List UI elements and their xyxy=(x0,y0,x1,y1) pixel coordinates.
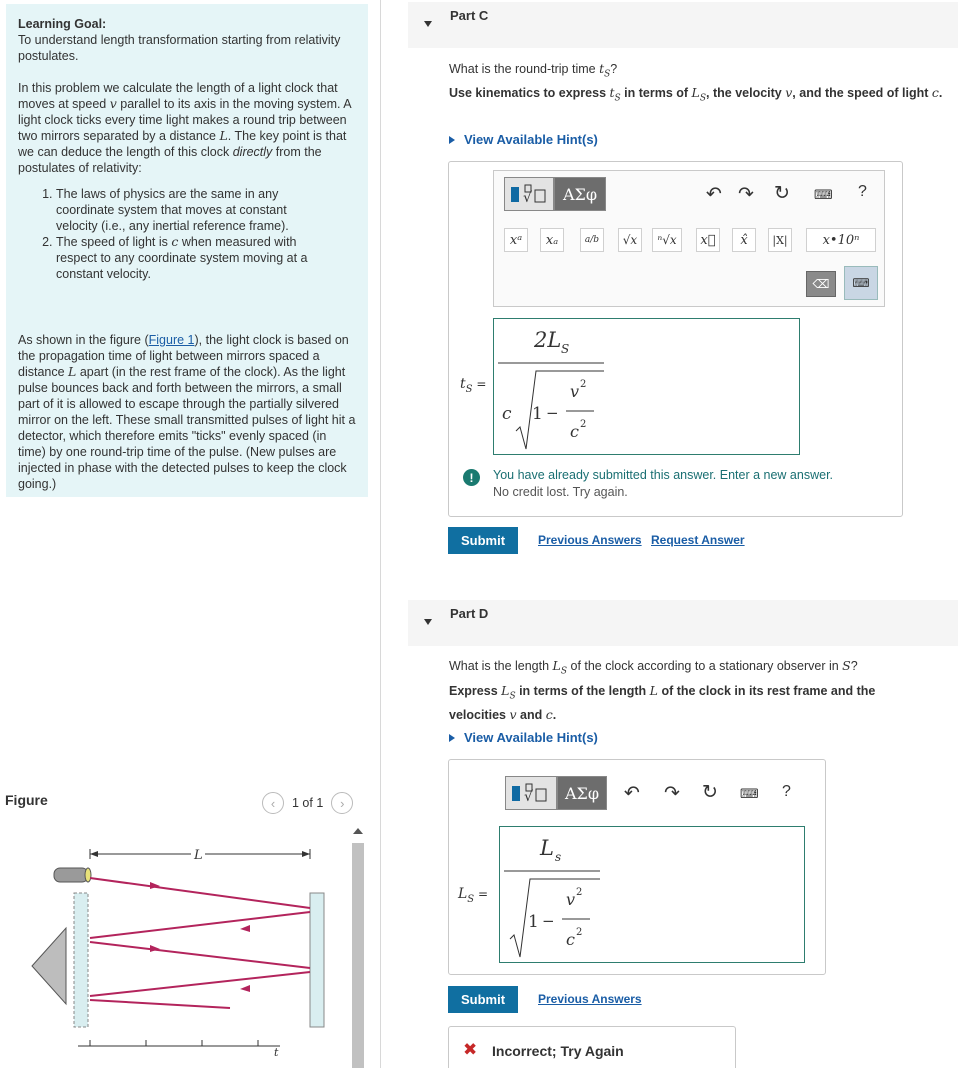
figure-1-link[interactable]: Figure 1 xyxy=(148,333,195,347)
greek-symbols-button[interactable]: ΑΣφ xyxy=(554,177,606,211)
light-ray xyxy=(90,972,310,996)
part-c-question: What is the round-trip time $t_S$? xyxy=(449,61,618,80)
part-c-formula xyxy=(494,319,799,454)
part-d-question: What is the length $L_S$ of the clock according to a stationary observer in S? xyxy=(449,658,858,677)
light-ray xyxy=(90,878,310,908)
length-label: L xyxy=(194,848,203,863)
light-source xyxy=(54,868,88,882)
help-button[interactable]: ? xyxy=(782,783,791,800)
vector-key[interactable]: x⃗ xyxy=(696,228,720,252)
part-d-instructions: Express $L_S$ in terms of the length L of the clock in its rest frame and the velocities v and c. xyxy=(449,683,876,722)
part-d-previous-answers-link[interactable]: Previous Answers xyxy=(538,992,642,1006)
partial-mirror-left xyxy=(74,893,88,1027)
help-button[interactable]: ? xyxy=(858,183,867,200)
greek-symbols-button[interactable]: ΑΣφ xyxy=(557,776,607,810)
part-d-label: Part D xyxy=(450,606,489,621)
templates-button[interactable] xyxy=(504,177,554,211)
svg-text:1: 1 xyxy=(532,404,543,424)
templates-button[interactable] xyxy=(505,776,557,810)
learning-goal-heading: Learning Goal: xyxy=(18,17,107,31)
page-indicator: 1 of 1 xyxy=(292,796,324,810)
absolute-value-key[interactable]: |X| xyxy=(768,228,792,252)
keyboard-toggle-button[interactable] xyxy=(844,266,878,300)
subscript-key[interactable]: xₐ xyxy=(540,228,564,252)
part-c-hint-toggle[interactable]: View Available Hint(s) xyxy=(449,132,598,147)
intro-paragraph: In this problem we calculate the length of a light clock that moves at speed v parallel to its axis in the moving system. A light clock ticks every time light makes a round trip between two mirrors separated by a distance L. The key point is that we can deduce the length of this clock directly from the postulates of relativity: xyxy=(18,81,351,175)
keyboard-icon: ⌨ xyxy=(852,276,870,290)
postulates-list xyxy=(18,186,356,282)
unit-vector-key[interactable]: x̂ xyxy=(732,228,756,252)
part-c-request-answer-link[interactable]: Request Answer xyxy=(651,533,745,547)
figure-paragraph: As shown in the figure (Figure 1), the light clock is based on the propagation time of light between mirrors spaced a distance L apart (in the rest frame of the clock). As the light pulse bounces back and forth between the mirrors, a small part of it is allowed to escape through the partially silvered mirror on the left. These small transmitted pulses of light hit a detector, which therefore emits "ticks" evenly spaced (in time) by one round-trip time of the pulse. (New pulses are injected in phase with the detected pulses to keep the clock going.) xyxy=(18,333,356,491)
postulate-item: 1. The laws of physics are the same in any coordinate system that moves at constant velocity (i.e., any inertial reference frame). xyxy=(56,186,356,234)
part-c-lhs: $t_S$ = xyxy=(460,376,487,395)
light-ray xyxy=(90,912,310,938)
part-c-header[interactable] xyxy=(408,2,958,48)
light-ray xyxy=(90,942,310,968)
svg-text:2: 2 xyxy=(576,927,583,938)
templates-icon xyxy=(505,178,553,210)
keyboard-icon[interactable]: ⌨ xyxy=(814,187,833,202)
part-d-header[interactable] xyxy=(408,600,958,646)
svg-text:2: 2 xyxy=(580,419,587,430)
learning-goal-text: To understand length transformation starting from relativity postulates. xyxy=(18,33,341,63)
svg-text:L: L xyxy=(540,836,554,860)
part-d-hint-toggle[interactable]: View Available Hint(s) xyxy=(449,730,598,745)
undo-icon[interactable]: ↶ xyxy=(624,783,640,804)
sqrt-key[interactable]: √x xyxy=(618,228,642,252)
svg-text:c: c xyxy=(502,404,512,424)
part-c-math-toolbar xyxy=(493,170,885,307)
postulate-item: 2. The speed of light is c when measured with respect to any coordinate system moving at a constant velocity. xyxy=(56,234,356,282)
scroll-up-icon[interactable] xyxy=(353,828,363,834)
chevron-left-icon[interactable]: ‹ xyxy=(262,792,284,814)
reset-icon[interactable]: ↻ xyxy=(774,183,790,204)
svg-text:−: − xyxy=(546,404,559,422)
scientific-notation-key[interactable]: x•10ⁿ xyxy=(806,228,876,252)
svg-text:v: v xyxy=(566,890,576,909)
nth-root-key[interactable]: ⁿ√x xyxy=(652,228,682,252)
learning-goal-box xyxy=(6,4,368,497)
svg-text:2: 2 xyxy=(580,379,587,390)
svg-text:2: 2 xyxy=(576,887,583,898)
detector xyxy=(32,928,66,1004)
keyboard-icon[interactable]: ⌨ xyxy=(740,786,759,801)
reset-icon[interactable]: ↻ xyxy=(702,782,718,803)
length-arrow-head-left xyxy=(90,851,98,857)
cross-icon: ✖ xyxy=(463,1040,478,1059)
backspace-icon: ⌫ xyxy=(812,277,830,291)
svg-text:−: − xyxy=(542,912,555,930)
part-c-previous-answers-link[interactable]: Previous Answers xyxy=(538,533,642,547)
part-d-formula xyxy=(500,827,804,962)
part-c-answer-input[interactable] xyxy=(493,318,800,455)
svg-text:√: √ xyxy=(524,789,533,805)
length-arrow-head-right xyxy=(302,851,310,857)
redo-icon[interactable]: ↷ xyxy=(738,184,754,205)
part-d-answer-input[interactable] xyxy=(499,826,805,963)
svg-text:2L: 2L xyxy=(534,328,562,352)
column-divider xyxy=(380,0,381,1068)
svg-text:S: S xyxy=(561,342,570,356)
light-ray xyxy=(90,1000,230,1008)
figure-heading: Figure xyxy=(5,792,48,808)
svg-text:c: c xyxy=(566,930,575,949)
svg-text:v: v xyxy=(570,382,580,401)
part-d-submit-button[interactable]: Submit xyxy=(448,986,518,1013)
part-c-submit-button[interactable]: Submit xyxy=(448,527,518,554)
exclamation-icon: ! xyxy=(463,469,480,486)
part-c-instructions: Use kinematics to express $t_S$ in terms of $L_S$, the velocity v, and the speed of light c. xyxy=(449,85,943,104)
light-clock-figure xyxy=(18,836,338,1068)
fraction-key[interactable]: a/b xyxy=(580,228,604,252)
caret-right-icon xyxy=(449,136,455,144)
collapse-triangle-icon[interactable] xyxy=(424,21,432,27)
undo-icon[interactable]: ↶ xyxy=(706,184,722,205)
scroll-thumb[interactable] xyxy=(352,843,364,1068)
delete-key[interactable] xyxy=(806,271,836,297)
svg-text:c: c xyxy=(570,422,579,441)
svg-text:1: 1 xyxy=(528,912,539,932)
part-d-lhs: $L_S$ = xyxy=(458,886,489,905)
svg-text:s: s xyxy=(555,850,562,864)
chevron-right-icon[interactable]: › xyxy=(331,792,353,814)
templates-icon xyxy=(506,777,556,809)
superscript-key[interactable]: xᵃ xyxy=(504,228,528,252)
part-d-feedback: ✖ Incorrect; Try Again xyxy=(448,1026,736,1068)
part-c-label: Part C xyxy=(450,8,489,23)
collapse-triangle-icon[interactable] xyxy=(424,619,432,625)
figure-pager xyxy=(262,792,353,814)
mirror-right xyxy=(310,893,324,1027)
svg-text:√: √ xyxy=(523,190,532,206)
time-axis-label: t xyxy=(274,1046,279,1059)
redo-icon[interactable]: ↷ xyxy=(664,783,680,804)
caret-right-icon xyxy=(449,734,455,742)
problem-panel xyxy=(0,0,380,1068)
